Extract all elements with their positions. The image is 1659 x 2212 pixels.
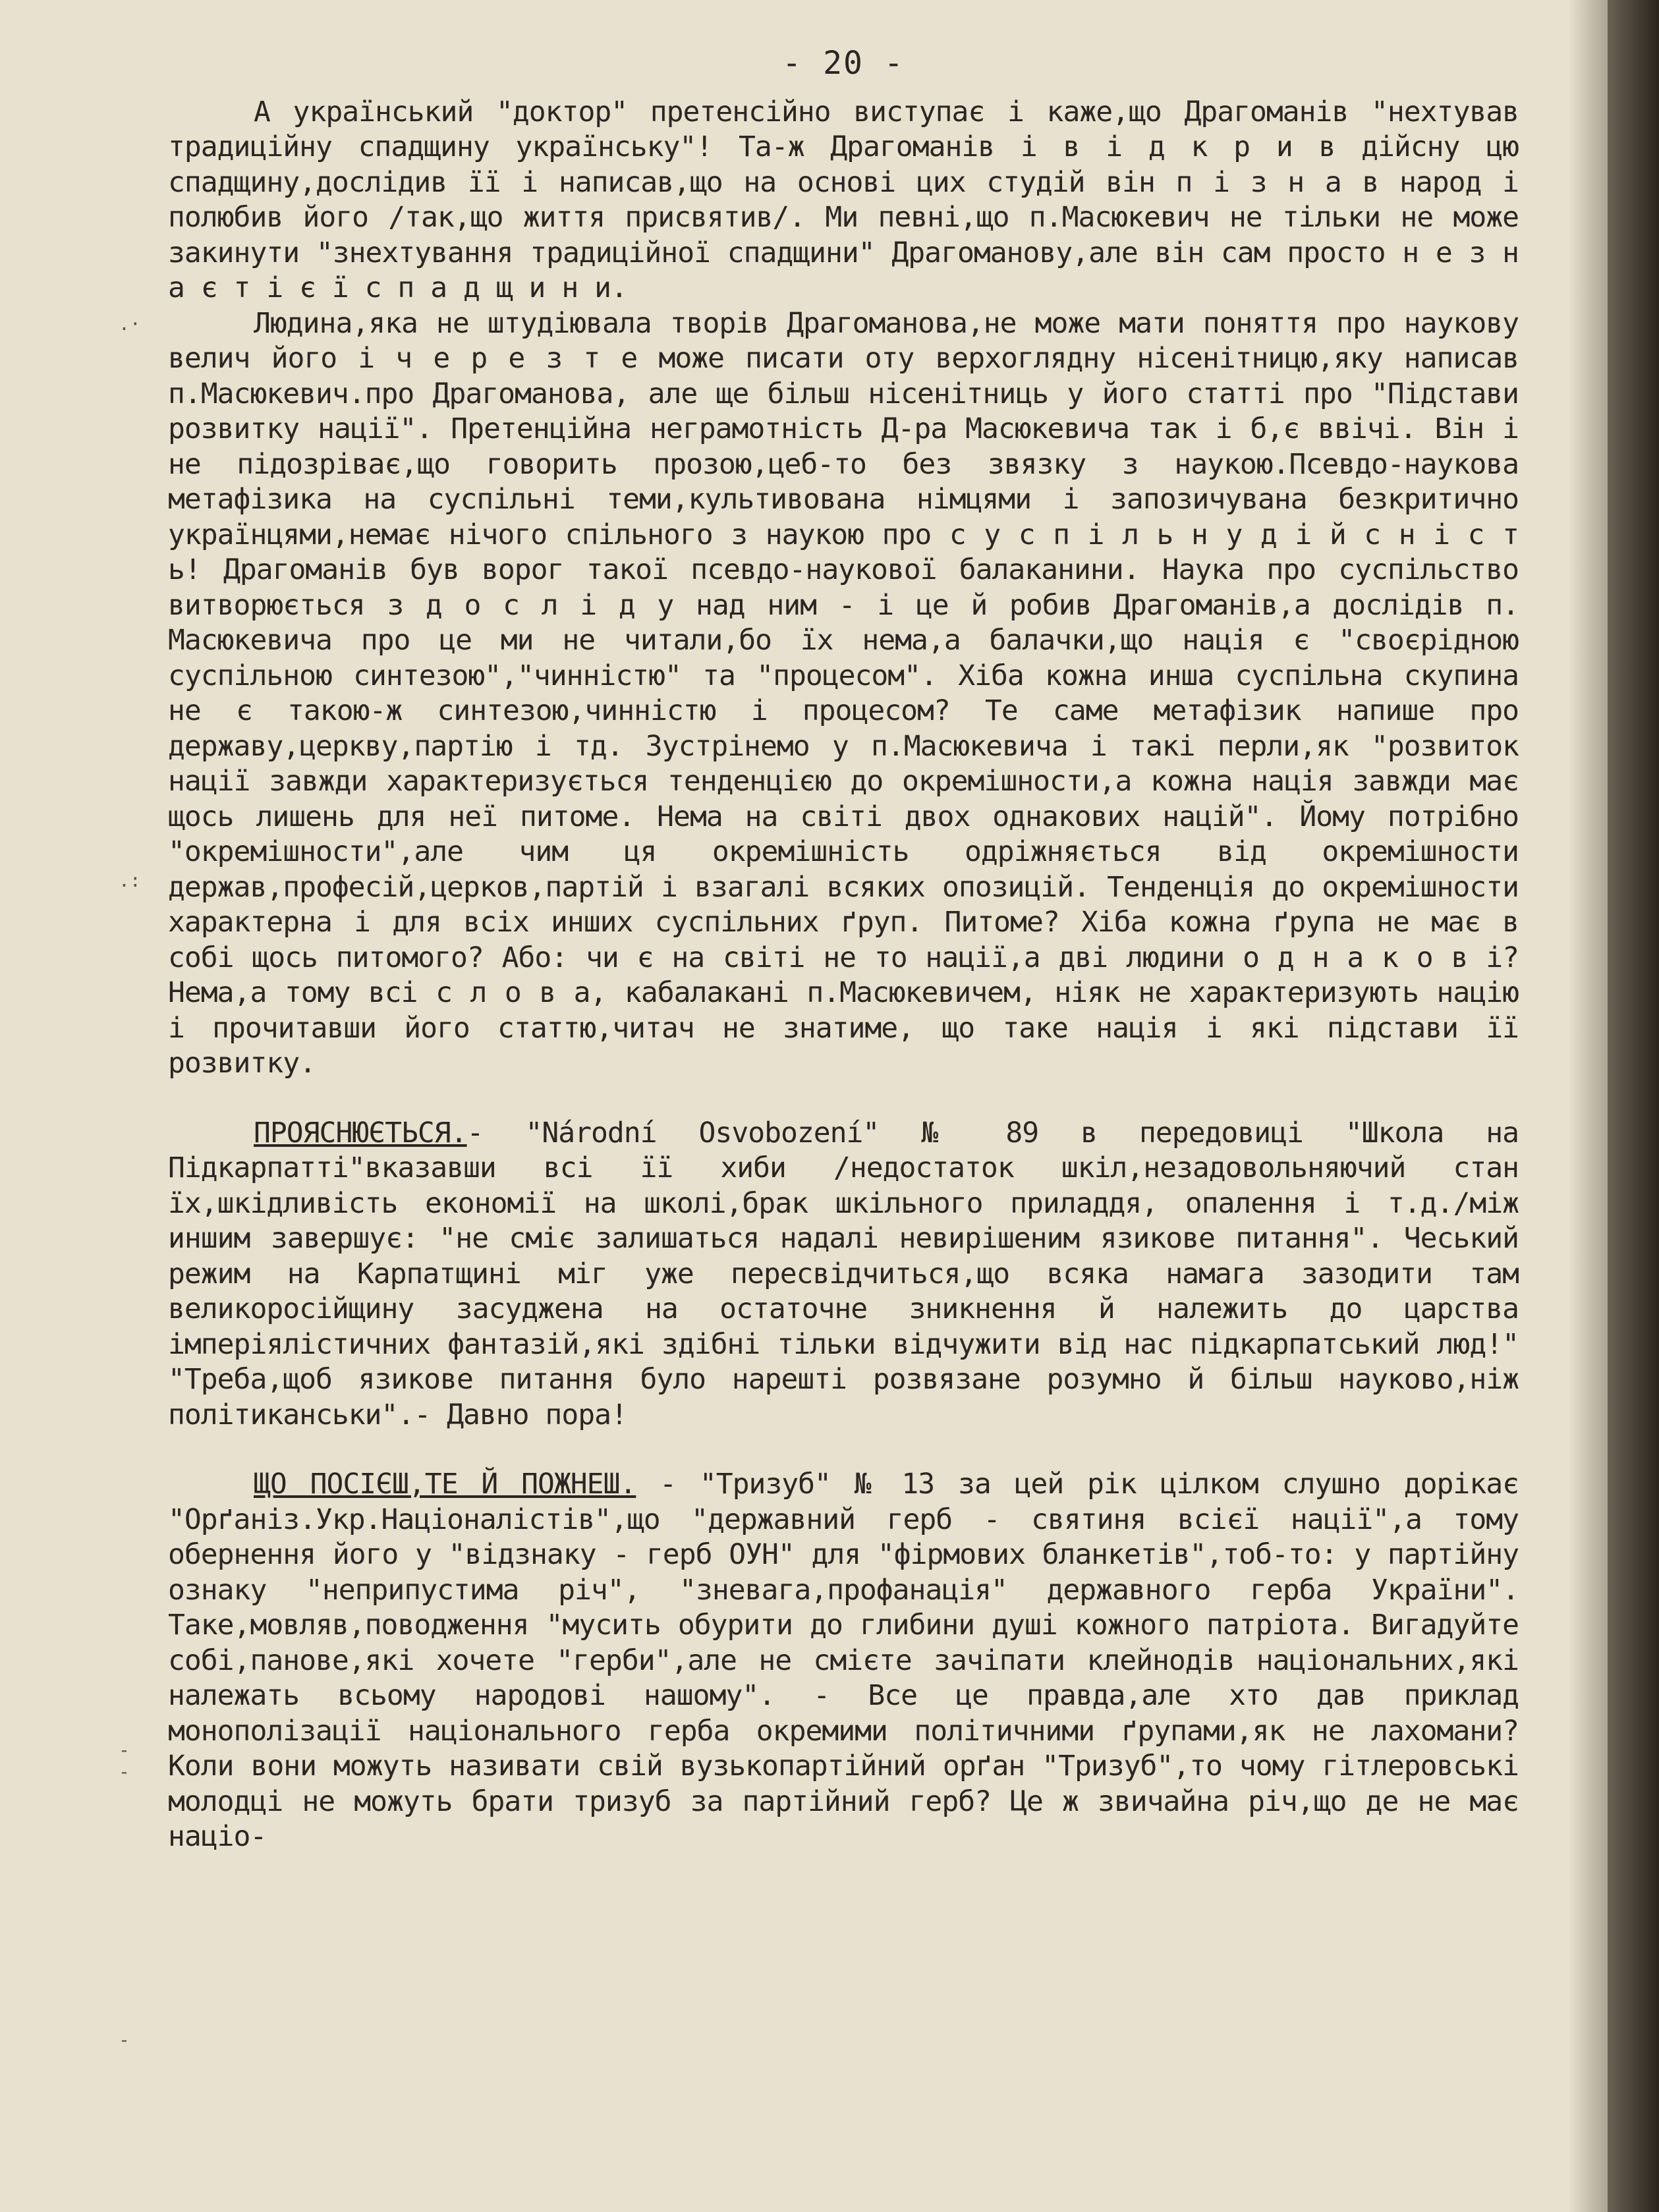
paragraph: А український "доктор" претенсійно виступає і каже,що Драгоманів "нехтував традиційну спадщину українську"! Та-ж Драгоманів і в і д к р и в дійсну цю спадщину,дослідив її і написав,що на основі цих студій він п і з н а в народ і полюбив його /так,що життя присвятив/. Ми певні,що п.Масюкевич не тільки не може закинути "знехтування традиційної спадщини" Драгоманову,але він сам просто н е з н а є т і є ї с п а д щ и н и.	[168, 95, 1519, 304]
page-fold-shadow	[1568, 0, 1608, 2212]
section-paragraph	[168, 1467, 1519, 1855]
margin-mark: .:	[119, 870, 141, 891]
margin-mark: .·	[119, 313, 141, 335]
section-heading: ПРОЯСНЮЄТЬСЯ.	[254, 1116, 467, 1149]
page-number: - 20 -	[782, 45, 905, 82]
section-heading: ЩО ПОСІЄШ,ТЕ Й ПОЖНЕШ.	[254, 1468, 636, 1501]
section-paragraph	[168, 1116, 1519, 1433]
scan-edge-shadow	[1608, 0, 1659, 2212]
typewritten-text	[168, 46, 1519, 1855]
paragraph: Людина,яка не штудіювала творів Драгоманова,не може мати поняття про наукову велич його і ч е р е з т е може писати оту верхоглядну нісенітницю,яку написав п.Масюкевич.про Драгоманова, але ще більш нісенітниць у його статті про "Підстави розвитку нації". Претенційна неграмотність Д-ра Масюкевича так і б,є ввічі. Він і не підозріває,що говорить прозою,цеб-то без звязку з наукою.Псевдо-наукова метафізика на суспільні теми,культивована німцями і запозичувана безкритично українцями,немає нічого спільного з наукою про с у с п і л ь н у д і й с н і с т ь! Драгоманів був ворог такої псевдо-наукової балаканини. Наука про суспільство витворюється з д о с л і д у над ним - і це й робив Драгоманів,а дослідів п. Масюкевича про це ми не читали,бо їх нема,а балачки,що нація є "своєрідною суспільною синтезою","чинністю" та "процесом". Хіба кожна инша суспільна скупина не є такою-ж синтезою,чинністю і процесом? Те саме метафізик напише про державу,церкву,партію і тд. Зустрінемо у п.Масюкевича і такі перли,як "розвиток нації завжди характеризується тенденцією до окремішности,а кожна нація завжди має щось лишень для неї питоме. Нема на світі двох однакових націй". Йому потрібно "окремішности",але чим ця окремішність одріжняється від окремішности держав,професій,церков,партій і взагалі всяких опозицій. Тенденція до окремішности характерна і для всіх инших суспільних ґруп. Питоме? Хіба кожна ґрупа не має в собі щось питомого? Або: чи є на світі не то нації,а дві людини о д н а к о в і? Нема,а тому всі с л о в а, кабалакані п.Масюкевичем, ніяк не характеризують націю і прочитавши його статтю,читач не знатиме, що таке нація і які підстави її розвитку.	[168, 306, 1519, 1080]
section-body: - "Тризуб" № 13 за цей рік цілком слушно дорікає "Орґаніз.Укр.Націоналістів",що "державний герб - святиня всієї нації",а тому обернення його у "відзнаку - герб ОУН" для "фірмових бланкетів",тоб-то: у партійну ознаку "неприпустима річ", "зневага,профанація" державного герба України". Таке,мовляв,поводження "мусить обурити до глибини душі кожного патріота. Вигадуйте собі,панове,які хочете "герби",але не смієте зачіпати клейнодів національних,які належать всьому народові нашому". - Все це правда,але хто дав приклад монополізації національного герба окремими політичними ґрупами,як не лахомани? Коли вони можуть називати свій вузькопартійний орґан "Тризуб",то чому гітлеровські молодці не можуть брати тризуб за партійний герб? Це ж звичайна річ,що де не має націо-	[168, 1468, 1519, 1853]
section-body: - "Národní Osvobození" № 89 в передовиці "Школа на Підкарпатті"вказавши всі її хиби /недостаток шкіл,незадовольняючий стан їх,шкідливість економії на школі,брак шкільного приладдя, опалення і т.д./між иншим завершує: "не сміє залишаться надалі невирішеним язикове питання". Чеський режим на Карпатщині міг уже пересвідчиться,що всяка намага зазодити там великоросійщину засуджена на остаточне зникнення й належить до царства імперіялістичних фантазій,які здібні тільки відчужити від нас підкарпатський люд!" "Треба,щоб язикове питання було нарешті розвязане розумно й більш науково,ніж політиканськи".- Давно пора!	[168, 1116, 1519, 1431]
margin-mark: -	[119, 2029, 130, 2051]
margin-mark: - -	[119, 1739, 130, 1783]
